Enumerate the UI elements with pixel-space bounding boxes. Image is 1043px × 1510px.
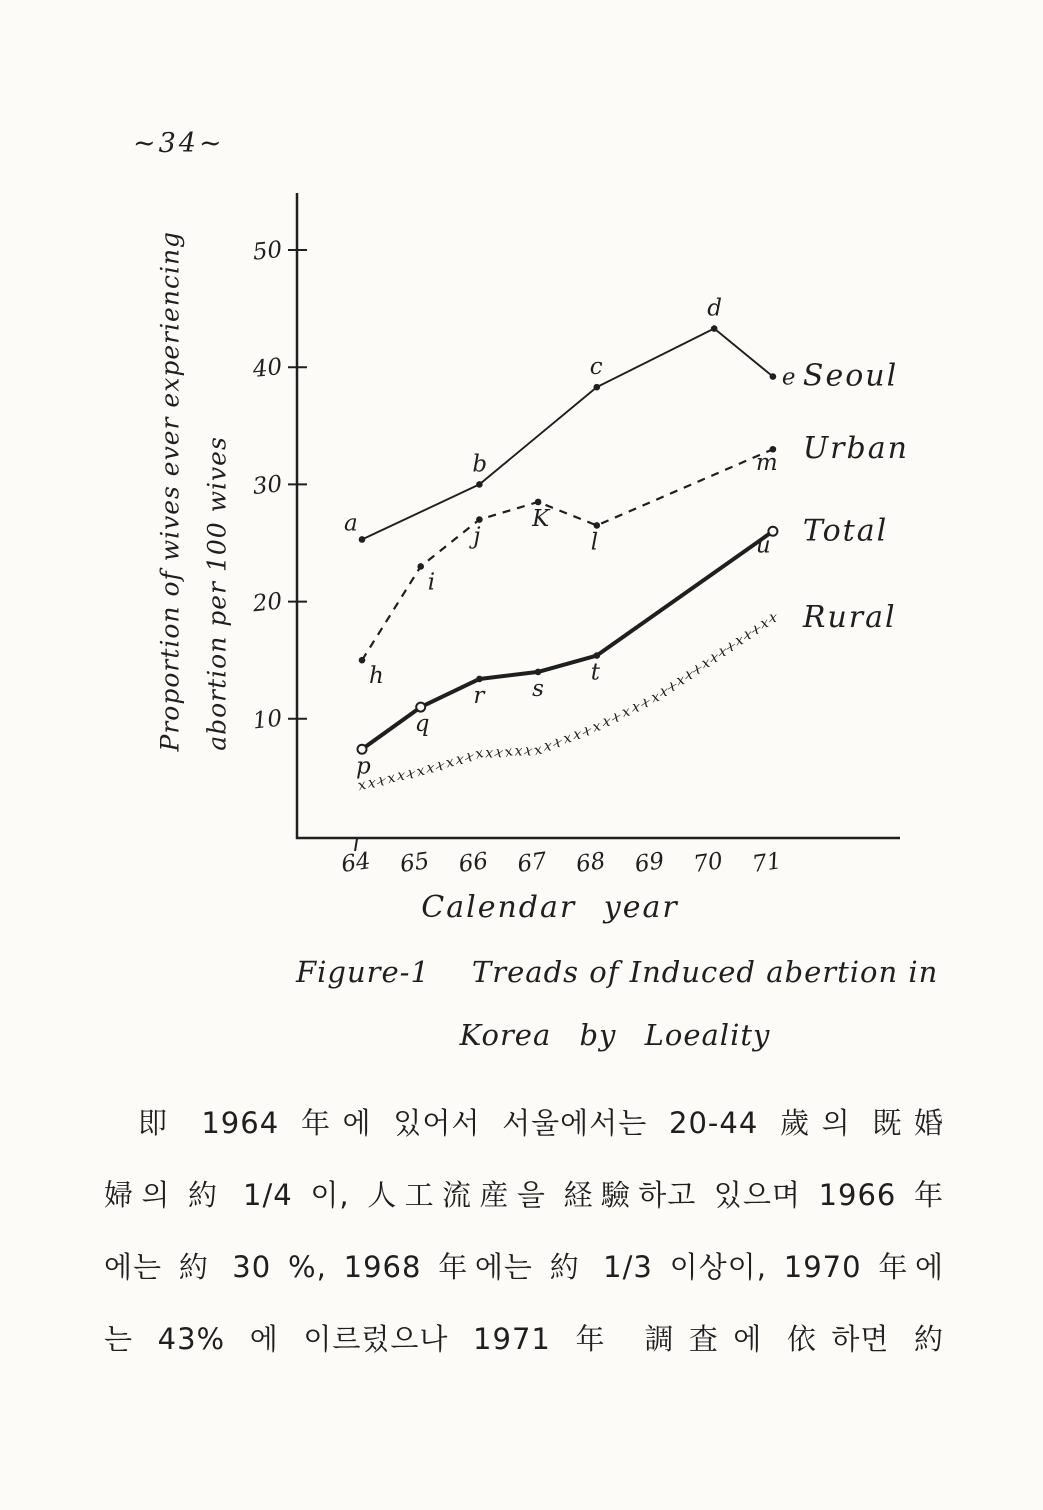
marker-dot — [359, 657, 366, 664]
figure-title-line2: Korea by Loeality — [459, 1018, 771, 1052]
x-mark: x — [649, 688, 662, 707]
point-label: r — [473, 682, 485, 709]
x-mark: x — [522, 742, 535, 760]
x-mark: x — [581, 722, 593, 740]
x-mark: x — [602, 714, 611, 731]
x-mark: x — [543, 738, 552, 755]
body-text-line: 即 1964 年에 있어서 서울에서는 20-44 歲의 既婚 — [138, 1106, 944, 1140]
x-mark: x — [514, 743, 523, 760]
x-tick-label: 67 — [515, 848, 549, 878]
x-mark: x — [375, 772, 388, 790]
x-mark: x — [666, 677, 679, 696]
x-tick-label: 68 — [574, 848, 608, 878]
x-mark: x — [367, 775, 376, 792]
legend-total: Total — [802, 513, 889, 549]
x-mark: x — [639, 693, 652, 712]
point-label: h — [369, 663, 384, 690]
x-mark: x — [455, 751, 464, 768]
point-label: i — [427, 569, 436, 596]
point-label: s — [532, 675, 544, 702]
x-tick-label: 70 — [691, 848, 725, 878]
x-mark: x — [502, 743, 515, 761]
marker-dot — [594, 652, 601, 659]
series-urban — [359, 431, 909, 689]
point-label: K — [532, 505, 550, 532]
y-axis-title-line1: Proportion of wives ever experiencing — [155, 230, 185, 752]
y-tick-label: 40 — [251, 354, 284, 383]
y-tick-label: 10 — [251, 705, 284, 735]
y-axis-title-line2: abortion per 100 wives — [202, 436, 232, 751]
legend-seoul: Seoul — [802, 358, 899, 394]
x-mark: x — [743, 627, 752, 644]
x-tick-label: 71 — [750, 848, 784, 878]
series-line — [362, 449, 773, 660]
x-tick-label: 69 — [633, 848, 666, 878]
marker-dot — [476, 676, 483, 683]
body-text — [104, 1094, 944, 1382]
point-label: b — [472, 451, 488, 478]
x-mark: x — [610, 708, 623, 726]
body-text-line: 에는 約 30 %, 1968 年에는 約 1/3 이상이, 1970 年에 — [104, 1250, 944, 1284]
x-mark: x — [758, 614, 771, 633]
point-label: a — [344, 510, 358, 537]
x-mark: x — [561, 730, 574, 748]
marker-dot — [770, 373, 777, 380]
x-mark: x — [551, 733, 564, 752]
point-label: q — [414, 711, 430, 738]
x-mark: x — [414, 762, 427, 781]
x-tick-label: 66 — [457, 848, 490, 878]
marker-dot — [711, 325, 718, 332]
page-number: ~34~ — [133, 128, 225, 159]
point-label: l — [590, 529, 599, 556]
x-mark: x — [493, 744, 505, 762]
x-mark: x — [710, 649, 719, 666]
x-mark: x — [385, 769, 398, 788]
marker-dot — [594, 522, 601, 529]
legend-rural: Rural — [802, 600, 897, 636]
x-mark: x — [750, 620, 762, 639]
x-mark: x — [674, 671, 687, 690]
x-mark: x — [591, 718, 603, 736]
x-mark: x — [444, 754, 456, 772]
x-mark: x — [631, 699, 640, 716]
x-mark: x — [718, 644, 727, 661]
x-mark: x — [426, 760, 435, 777]
x-mark: x — [659, 684, 668, 701]
body-text-line: 婦의 約 1/4 이, 人工流産을 経驗하고 있으며 1966 年 — [104, 1178, 944, 1212]
x-mark: x — [725, 637, 737, 656]
point-label: u — [755, 532, 771, 559]
marker-dot — [594, 384, 601, 391]
body-text-line: 는 43% 에 이르렀으나 1971 年 調査에 依하면 約 — [104, 1322, 944, 1356]
x-mark: x — [397, 768, 406, 785]
series-total — [356, 513, 888, 779]
x-mark: x — [356, 776, 368, 795]
x-mark: x — [691, 660, 704, 678]
point-label: j — [473, 523, 481, 550]
legend-urban: Urban — [802, 431, 909, 467]
marker-dot — [476, 481, 483, 488]
marker-dot — [476, 516, 483, 523]
x-tick-label: 64 — [339, 848, 373, 878]
x-mark: x — [485, 745, 494, 762]
marker-dot — [535, 499, 542, 506]
figure-label: Figure-1 — [296, 955, 430, 989]
x-mark: x — [620, 703, 632, 722]
y-tick-label: 50 — [251, 236, 284, 266]
marker-dot — [417, 563, 424, 570]
figure-caption — [296, 955, 938, 989]
point-label: t — [590, 659, 601, 686]
x-mark: x — [733, 632, 746, 650]
x-tick-label: 65 — [398, 848, 432, 878]
series-line — [362, 329, 773, 540]
marker-dot — [359, 536, 366, 543]
x-mark: x — [405, 765, 417, 783]
x-mark: x — [434, 756, 447, 775]
point-label: c — [589, 354, 603, 381]
x-mark: x — [700, 654, 712, 673]
marker-dot — [535, 669, 542, 676]
x-mark: x — [573, 726, 582, 743]
series-seoul — [344, 296, 898, 543]
x-mark: x — [473, 745, 486, 763]
x-mark: x — [768, 610, 777, 627]
point-label: p — [356, 753, 371, 780]
point-label: e — [781, 364, 796, 391]
x-mark: x — [532, 741, 544, 760]
y-tick-label: 30 — [251, 471, 284, 501]
x-axis-title: Calendar year — [421, 890, 679, 925]
x-mark: x — [685, 666, 693, 683]
x-mark: x — [463, 748, 476, 766]
point-label: d — [707, 295, 722, 322]
point-label: m — [755, 450, 778, 477]
y-tick-label: 20 — [251, 588, 284, 618]
figure-title-line1: Treads of Induced abertion in — [471, 955, 939, 989]
